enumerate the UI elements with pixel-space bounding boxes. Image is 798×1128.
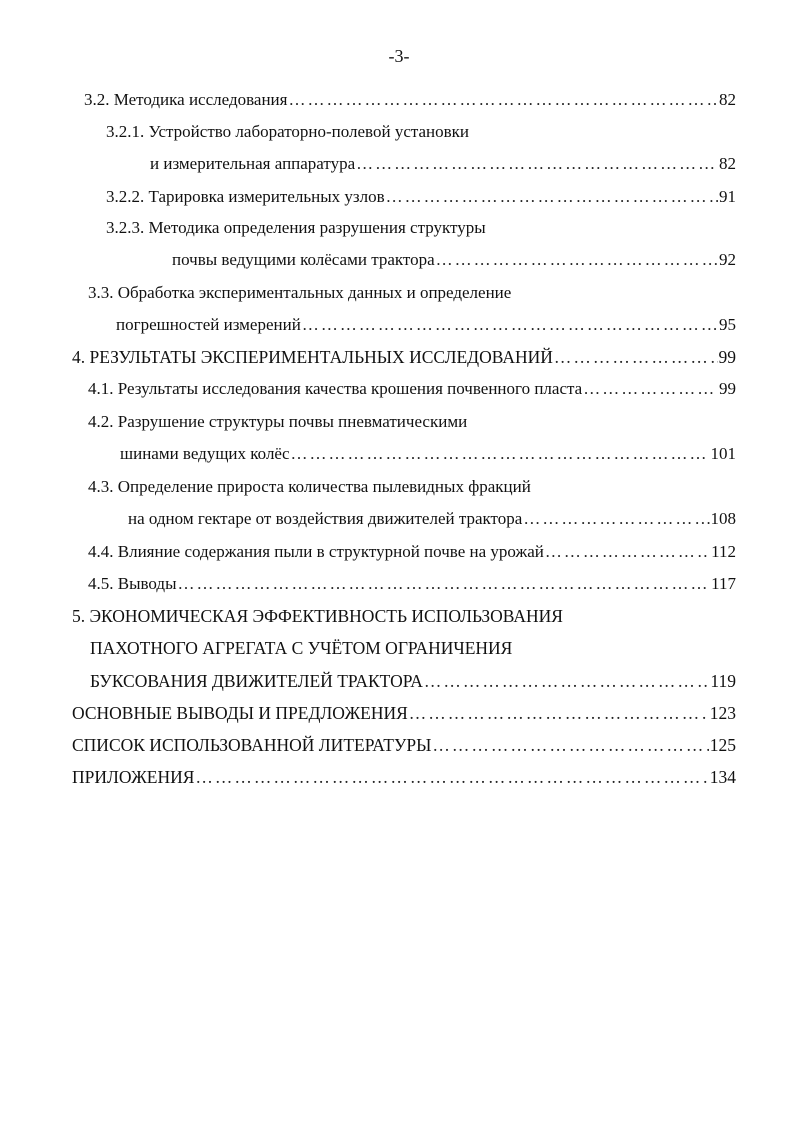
toc-entry-label: на одном гектаре от воздействия движителей трактора <box>128 509 523 528</box>
leader-dots <box>409 701 709 725</box>
toc-entry-label: погрешностей измерений <box>116 315 301 334</box>
toc-entry-label: 3.2.2. Тарировка измерительных узлов <box>106 187 385 206</box>
toc-entry-label: шинами ведущих колёс <box>120 444 290 463</box>
toc-entry-page: 117 <box>711 574 736 593</box>
leader-dots <box>436 248 718 272</box>
toc-entry-5[interactable] <box>90 669 736 693</box>
toc-entry-4-4[interactable] <box>88 540 736 564</box>
toc-entry-label: БУКСОВАНИЯ ДВИЖИТЕЛЕЙ ТРАКТОРА <box>90 671 423 691</box>
toc-entry-label: 4.1. Результаты исследования качества крошения почвенного пласта <box>88 379 583 398</box>
leader-dots <box>554 345 718 369</box>
toc-entry-label: 3.2. Методика исследования <box>84 90 288 109</box>
leader-dots <box>523 507 709 531</box>
toc-entry-4-3-line1: 4.3. Определение прироста количества пылевидных фракций <box>88 477 531 496</box>
toc-entry-5-line1: 5. ЭКОНОМИЧЕСКАЯ ЭФФЕКТИВНОСТЬ ИСПОЛЬЗОВАНИЯ <box>72 606 563 626</box>
toc-entry-5-line2: ПАХОТНОГО АГРЕГАТА С УЧЁТОМ ОГРАНИЧЕНИЯ <box>90 638 513 658</box>
toc-entry-page: 123 <box>709 703 736 723</box>
leader-dots <box>424 669 709 693</box>
toc-entry-page: 99 <box>718 347 736 367</box>
toc-entry-3-2[interactable] <box>84 88 736 112</box>
toc-entry-3-2-3-line1: 3.2.3. Методика определения разрушения структуры <box>106 218 486 237</box>
leader-dots <box>386 185 718 209</box>
leader-dots <box>302 313 718 337</box>
page-number: -3- <box>388 46 410 66</box>
toc-entry-4-2-line1: 4.2. Разрушение структуры почвы пневматическими <box>88 412 468 431</box>
toc-entry-4[interactable] <box>72 345 736 369</box>
leader-dots <box>432 733 708 757</box>
toc-entry-4-2[interactable] <box>120 442 736 466</box>
toc-entry-page: 125 <box>709 735 736 755</box>
toc-entry-page: 99 <box>719 379 736 398</box>
toc-entry-3-2-3[interactable] <box>172 248 736 272</box>
toc-entry-3-2-1[interactable] <box>150 152 736 176</box>
toc-entry-page: 91 <box>719 187 736 206</box>
toc-entry-page: 119 <box>710 671 736 691</box>
toc-entry-3-3[interactable] <box>116 313 736 337</box>
toc-entry-page: 82 <box>719 90 736 109</box>
toc-entry-3-3-line1: 3.3. Обработка экспериментальных данных и определение <box>88 283 512 302</box>
toc-entry-page: 112 <box>711 542 736 561</box>
toc-entry-4-1[interactable] <box>88 377 736 401</box>
toc-entry-label: ПРИЛОЖЕНИЯ <box>72 767 195 787</box>
toc-entry-3-2-2[interactable] <box>106 185 736 209</box>
toc-entry-label: почвы ведущими колёсами трактора <box>172 250 435 269</box>
toc-entry-3-2-1-line1: 3.2.1. Устройство лабораторно-полевой установки <box>106 122 470 141</box>
leader-dots <box>291 442 710 466</box>
toc-entry-page: 134 <box>709 767 736 787</box>
toc-entry-label: ОСНОВНЫЕ ВЫВОДЫ И ПРЕДЛОЖЕНИЯ <box>72 703 408 723</box>
toc-entry-page: 95 <box>719 315 736 334</box>
toc-entry-references[interactable] <box>72 733 736 757</box>
toc-entry-page: 92 <box>719 250 736 269</box>
toc-entry-label: СПИСОК ИСПОЛЬЗОВАННОЙ ЛИТЕРАТУРЫ <box>72 735 432 755</box>
toc-entry-4-3[interactable] <box>128 507 736 531</box>
toc-entry-label: 4.4. Влияние содержания пыли в структурной почве на урожай <box>88 542 544 561</box>
leader-dots <box>178 572 711 596</box>
toc-entry-label: и измерительная аппаратура <box>150 154 356 173</box>
toc-entry-appendices[interactable] <box>72 765 736 789</box>
leader-dots <box>288 88 718 112</box>
leader-dots <box>356 152 718 176</box>
toc-entry-page: 101 <box>710 444 736 463</box>
leader-dots <box>545 540 710 564</box>
toc-entry-conclusions[interactable] <box>72 701 736 725</box>
toc-entry-page: 108 <box>710 509 736 528</box>
leader-dots <box>195 765 708 789</box>
toc-entry-label: 4.5. Выводы <box>88 574 177 593</box>
toc-entry-label: 4. РЕЗУЛЬТАТЫ ЭКСПЕРИМЕНТАЛЬНЫХ ИССЛЕДОВАНИЙ <box>72 347 553 367</box>
toc-entry-4-5[interactable] <box>88 572 736 596</box>
toc-entry-page: 82 <box>719 154 736 173</box>
leader-dots <box>583 377 718 401</box>
